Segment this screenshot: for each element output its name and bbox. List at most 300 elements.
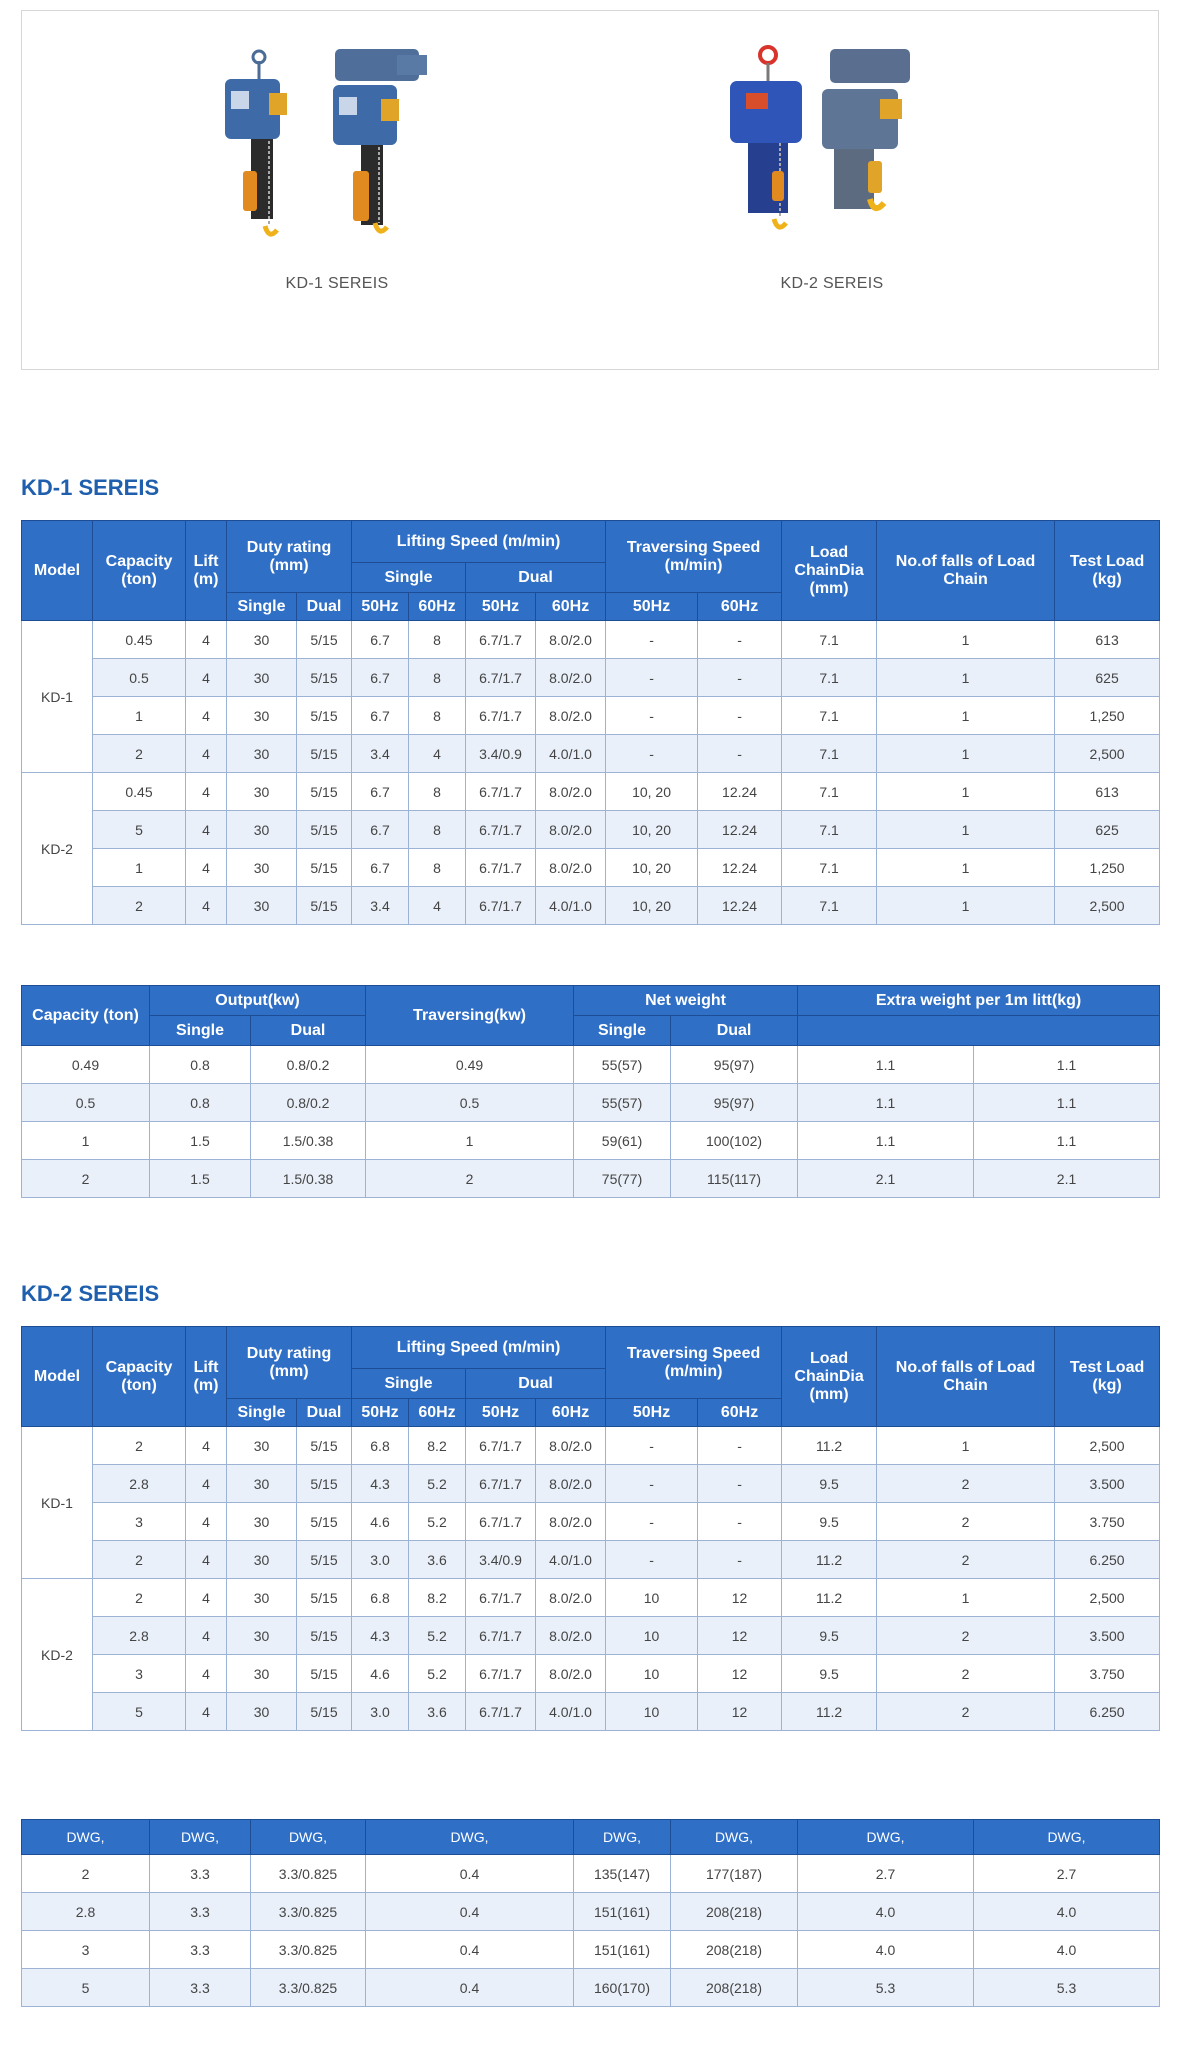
table-row [22, 1541, 1160, 1579]
table-cell: 8.0/2.0 [536, 621, 606, 659]
header-dwg: DWG, [574, 1820, 671, 1855]
table-cell: 2 [93, 735, 186, 773]
table-cell: 3.0 [352, 1693, 409, 1731]
table-cell: 4.0 [974, 1893, 1160, 1931]
table-cell: 95(97) [671, 1084, 798, 1122]
table-cell: 3.500 [1055, 1617, 1160, 1655]
header-traversing-speed: Traversing Speed (m/min) [606, 521, 782, 593]
table-cell: 1.1 [974, 1122, 1160, 1160]
table-cell: 30 [227, 1579, 297, 1617]
table-cell: 3.0 [352, 1541, 409, 1579]
table-cell: 0.8/0.2 [251, 1046, 366, 1084]
table-cell: 8.0/2.0 [536, 697, 606, 735]
header-duty: Duty rating (mm) [227, 521, 352, 593]
table-cell: 208(218) [671, 1893, 798, 1931]
table-row [22, 1465, 1160, 1503]
header-duty-single: Single [227, 1399, 297, 1427]
table-cell: 2 [877, 1693, 1055, 1731]
product-showcase [21, 10, 1159, 370]
table-cell: 1 [877, 773, 1055, 811]
header-capacity: Capacity (ton) [93, 1327, 186, 1427]
product-kd1[interactable] [177, 41, 497, 341]
table-cell: 0.5 [366, 1084, 574, 1122]
table-cell: 1.1 [974, 1084, 1160, 1122]
header-dwg: DWG, [366, 1820, 574, 1855]
table-cell: 7.1 [782, 621, 877, 659]
table-cell: 2.8 [93, 1617, 186, 1655]
table-cell: 8.0/2.0 [536, 811, 606, 849]
table-cell: 30 [227, 697, 297, 735]
table-cell: 5/15 [297, 1693, 352, 1731]
table-cell: 4 [186, 1579, 227, 1617]
table-cell: - [698, 1465, 782, 1503]
table-cell: 1.5 [150, 1122, 251, 1160]
table-cell: 5 [93, 1693, 186, 1731]
table-cell: 2.8 [22, 1893, 150, 1931]
table-cell: 0.49 [22, 1046, 150, 1084]
table-cell: 12 [698, 1693, 782, 1731]
table-cell: 30 [227, 849, 297, 887]
table-cell: 7.1 [782, 659, 877, 697]
table-cell: 4.0 [798, 1931, 974, 1969]
table-cell: 2,500 [1055, 1579, 1160, 1617]
table-cell: 3.750 [1055, 1503, 1160, 1541]
table-cell: 6.250 [1055, 1541, 1160, 1579]
table-cell: 613 [1055, 773, 1160, 811]
table-cell: 4.6 [352, 1503, 409, 1541]
table-cell: 10, 20 [606, 811, 698, 849]
table-cell: 4 [186, 697, 227, 735]
table-row [22, 1503, 1160, 1541]
table-cell: 8.0/2.0 [536, 773, 606, 811]
table-cell: 1 [877, 887, 1055, 925]
table-cell: 625 [1055, 659, 1160, 697]
table-cell: 2.8 [93, 1465, 186, 1503]
table-cell: 3.750 [1055, 1655, 1160, 1693]
table-cell: 30 [227, 1541, 297, 1579]
table-cell: 11.2 [782, 1541, 877, 1579]
table-cell: 5/15 [297, 1503, 352, 1541]
model-cell: KD-2 [22, 773, 93, 925]
header-hz50: 50Hz [606, 593, 698, 621]
table-cell: 1 [877, 659, 1055, 697]
table-cell: 12.24 [698, 811, 782, 849]
table-cell: 4 [186, 849, 227, 887]
table-cell: 1 [877, 697, 1055, 735]
table-cell: 4 [186, 659, 227, 697]
table-cell: 1.5/0.38 [251, 1160, 366, 1198]
table-cell: 5/15 [297, 621, 352, 659]
header-lifting-speed: Lifting Speed (m/min) [352, 521, 606, 563]
table-cell: 55(57) [574, 1046, 671, 1084]
table-cell: - [606, 1541, 698, 1579]
table-cell: 2 [93, 1427, 186, 1465]
header-falls: No.of falls of Load Chain [877, 1327, 1055, 1427]
table-cell: 5.2 [409, 1503, 466, 1541]
table-cell: 0.5 [22, 1084, 150, 1122]
table-row [22, 659, 1160, 697]
table-row [22, 773, 1160, 811]
table-cell: 5.3 [974, 1969, 1160, 2007]
table-cell: 12 [698, 1617, 782, 1655]
table-cell: 1.1 [798, 1084, 974, 1122]
model-cell: KD-2 [22, 1579, 93, 1731]
table-cell: 2.7 [974, 1855, 1160, 1893]
table-cell: 9.5 [782, 1617, 877, 1655]
table-cell: 2,500 [1055, 887, 1160, 925]
table-cell: 95(97) [671, 1046, 798, 1084]
table-cell: 6.7 [352, 811, 409, 849]
table-cell: 5/15 [297, 849, 352, 887]
table-cell: 8.0/2.0 [536, 1465, 606, 1503]
table-cell: 0.4 [366, 1855, 574, 1893]
table-cell: 3.3/0.825 [251, 1855, 366, 1893]
table-cell: 4.0/1.0 [536, 1693, 606, 1731]
header-model: Model [22, 521, 93, 621]
kd2-caption: KD-2 SEREIS [780, 275, 884, 292]
table-cell: 2 [877, 1503, 1055, 1541]
table-row [22, 1893, 1160, 1931]
table-cell: 4 [186, 1503, 227, 1541]
table-cell: 1 [877, 621, 1055, 659]
table-cell: 55(57) [574, 1084, 671, 1122]
table-cell: 59(61) [574, 1122, 671, 1160]
header-extra-weight: Extra weight per 1m litt(kg) [798, 986, 1160, 1016]
table-cell: 4.0/1.0 [536, 887, 606, 925]
table-cell: 4 [186, 1427, 227, 1465]
table-cell: 115(117) [671, 1160, 798, 1198]
table-row [22, 1855, 1160, 1893]
table-cell: 3.3 [150, 1969, 251, 2007]
table-cell: 8.0/2.0 [536, 849, 606, 887]
table-cell: 9.5 [782, 1465, 877, 1503]
table-cell: 30 [227, 1503, 297, 1541]
header-traversing: Traversing(kw) [366, 986, 574, 1046]
header-hz50: 50Hz [466, 1399, 536, 1427]
header-extra-blank [798, 1016, 1160, 1046]
table-cell: 151(161) [574, 1893, 671, 1931]
table-cell: 5/15 [297, 1465, 352, 1503]
table-cell: 3 [93, 1655, 186, 1693]
table-cell: 3.6 [409, 1541, 466, 1579]
table-row [22, 1655, 1160, 1693]
table-cell: 11.2 [782, 1579, 877, 1617]
table-cell: 9.5 [782, 1655, 877, 1693]
header-duty-dual: Dual [297, 1399, 352, 1427]
table-cell: 625 [1055, 811, 1160, 849]
table-row [22, 1122, 1160, 1160]
header-traversing-speed: Traversing Speed (m/min) [606, 1327, 782, 1399]
table-cell: 5.2 [409, 1617, 466, 1655]
header-hz50: 50Hz [352, 1399, 409, 1427]
header-load-chain: Load ChainDia (mm) [782, 1327, 877, 1427]
table-cell: 2 [22, 1160, 150, 1198]
header-hz60: 60Hz [409, 593, 466, 621]
table-cell: 6.7/1.7 [466, 887, 536, 925]
table-cell: - [698, 1541, 782, 1579]
table-cell: 1 [877, 1579, 1055, 1617]
table-cell: 8.0/2.0 [536, 1579, 606, 1617]
table-cell: 5/15 [297, 735, 352, 773]
table-cell: 30 [227, 735, 297, 773]
table-cell: 30 [227, 1465, 297, 1503]
table-cell: 10 [606, 1579, 698, 1617]
table-cell: 5/15 [297, 1655, 352, 1693]
header-dwg: DWG, [22, 1820, 150, 1855]
table-cell: 4.3 [352, 1617, 409, 1655]
table-cell: 5.2 [409, 1465, 466, 1503]
header-dwg: DWG, [251, 1820, 366, 1855]
header-dwg: DWG, [798, 1820, 974, 1855]
table-cell: 8.0/2.0 [536, 1655, 606, 1693]
table-cell: 3.6 [409, 1693, 466, 1731]
table-row [22, 1617, 1160, 1655]
table-cell: 12.24 [698, 849, 782, 887]
header-hz50: 50Hz [352, 593, 409, 621]
table-cell: 0.8/0.2 [251, 1084, 366, 1122]
table-cell: 4.0/1.0 [536, 1541, 606, 1579]
header-net-single: Single [574, 1016, 671, 1046]
table-cell: 3.3/0.825 [251, 1931, 366, 1969]
header-net-weight: Net weight [574, 986, 798, 1016]
header-duty-single: Single [227, 593, 297, 621]
header-hz60: 60Hz [698, 1399, 782, 1427]
kd2-spec-table [21, 1326, 1160, 1731]
table-cell: 0.45 [93, 621, 186, 659]
table-cell: 30 [227, 1617, 297, 1655]
table-cell: 0.45 [93, 773, 186, 811]
table-cell: - [606, 659, 698, 697]
header-capacity: Capacity (ton) [93, 521, 186, 621]
table-cell: 2 [366, 1160, 574, 1198]
table-cell: 613 [1055, 621, 1160, 659]
table-cell: 100(102) [671, 1122, 798, 1160]
header-net-dual: Dual [671, 1016, 798, 1046]
table-cell: 6.8 [352, 1427, 409, 1465]
table-cell: 5/15 [297, 697, 352, 735]
table-cell: 2 [877, 1465, 1055, 1503]
table-cell: 11.2 [782, 1427, 877, 1465]
table-cell: 6.7/1.7 [466, 773, 536, 811]
table-cell: 3.500 [1055, 1465, 1160, 1503]
table-cell: - [606, 1427, 698, 1465]
table-cell: 160(170) [574, 1969, 671, 2007]
table-cell: 5 [22, 1969, 150, 2007]
table-cell: 151(161) [574, 1931, 671, 1969]
table-cell: 4 [186, 1617, 227, 1655]
table-row [22, 887, 1160, 925]
table-cell: 3.4/0.9 [466, 1541, 536, 1579]
table-cell: 1.1 [798, 1122, 974, 1160]
table-cell: 8.0/2.0 [536, 1427, 606, 1465]
table-cell: 8 [409, 621, 466, 659]
header-output-single: Single [150, 1016, 251, 1046]
table-cell: 0.4 [366, 1893, 574, 1931]
table-cell: 7.1 [782, 697, 877, 735]
table-cell: 8 [409, 697, 466, 735]
table-cell: 4 [186, 621, 227, 659]
table-cell: 5/15 [297, 659, 352, 697]
kd1-caption: KD-1 SEREIS [285, 275, 389, 292]
table-cell: 7.1 [782, 849, 877, 887]
product-kd2[interactable] [672, 41, 992, 341]
table-cell: 0.4 [366, 1969, 574, 2007]
table-cell: 3.4 [352, 735, 409, 773]
header-lift: Lift (m) [186, 521, 227, 621]
kd1-section-title: KD-1 SEREIS [21, 475, 160, 500]
table-cell: 6.8 [352, 1579, 409, 1617]
table-cell: 6.7 [352, 659, 409, 697]
table-cell: 2.1 [974, 1160, 1160, 1198]
table-cell: 4 [186, 1655, 227, 1693]
table-cell: 2 [93, 887, 186, 925]
table-cell: 1.5/0.38 [251, 1122, 366, 1160]
header-dwg: DWG, [150, 1820, 251, 1855]
table-cell: 4 [186, 1541, 227, 1579]
table-row [22, 1160, 1160, 1198]
table-cell: 208(218) [671, 1931, 798, 1969]
table-row [22, 697, 1160, 735]
table-cell: 4 [186, 773, 227, 811]
table-row [22, 1693, 1160, 1731]
table-cell: 6.7/1.7 [466, 1427, 536, 1465]
table-cell: 2,500 [1055, 735, 1160, 773]
table-cell: 5/15 [297, 887, 352, 925]
table-cell: 30 [227, 811, 297, 849]
table-cell: 1 [877, 811, 1055, 849]
table-cell: 5/15 [297, 1541, 352, 1579]
table-cell: 5/15 [297, 773, 352, 811]
table-cell: 4 [186, 811, 227, 849]
table-cell: 8 [409, 811, 466, 849]
table-cell: 2 [877, 1541, 1055, 1579]
header-hz50: 50Hz [606, 1399, 698, 1427]
table-cell: 4 [409, 735, 466, 773]
table-row [22, 1084, 1160, 1122]
header-output-dual: Dual [251, 1016, 366, 1046]
table-cell: 30 [227, 1655, 297, 1693]
table-cell: 1 [93, 697, 186, 735]
table-cell: - [606, 621, 698, 659]
table-cell: 1 [93, 849, 186, 887]
header-duty: Duty rating (mm) [227, 1327, 352, 1399]
table-cell: 6.7/1.7 [466, 811, 536, 849]
table-cell: 2.1 [798, 1160, 974, 1198]
table-cell: 7.1 [782, 735, 877, 773]
table-row [22, 1579, 1160, 1617]
table-cell: 0.8 [150, 1046, 251, 1084]
table-cell: 7.1 [782, 811, 877, 849]
table-cell: 8 [409, 773, 466, 811]
table-cell: - [698, 735, 782, 773]
table-cell: 1.5 [150, 1160, 251, 1198]
table-cell: 12.24 [698, 773, 782, 811]
header-dwg: DWG, [671, 1820, 798, 1855]
table-cell: 6.7/1.7 [466, 659, 536, 697]
table-cell: 6.7/1.7 [466, 1617, 536, 1655]
table-row [22, 811, 1160, 849]
table-cell: - [606, 735, 698, 773]
table-cell: 6.7/1.7 [466, 1503, 536, 1541]
table-cell: 4.0/1.0 [536, 735, 606, 773]
table-cell: 3.3/0.825 [251, 1893, 366, 1931]
table-cell: 0.49 [366, 1046, 574, 1084]
header-test-load: Test Load (kg) [1055, 1327, 1160, 1427]
kd2-output-table [21, 1819, 1160, 2007]
kd1-spec-table [21, 520, 1160, 925]
header-hz60: 60Hz [536, 593, 606, 621]
table-row [22, 849, 1160, 887]
table-cell: 4.0 [974, 1931, 1160, 1969]
table-cell: 12 [698, 1579, 782, 1617]
table-cell: 6.7/1.7 [466, 1693, 536, 1731]
table-cell: - [606, 1465, 698, 1503]
table-cell: 6.7/1.7 [466, 1655, 536, 1693]
table-cell: 8.0/2.0 [536, 659, 606, 697]
table-cell: 30 [227, 659, 297, 697]
table-cell: 7.1 [782, 887, 877, 925]
table-cell: 2 [93, 1579, 186, 1617]
header-duty-dual: Dual [297, 593, 352, 621]
table-cell: 4 [186, 1465, 227, 1503]
table-cell: 2.7 [798, 1855, 974, 1893]
header-lifting-speed: Lifting Speed (m/min) [352, 1327, 606, 1369]
table-cell: 3.3 [150, 1931, 251, 1969]
table-cell: 0.5 [93, 659, 186, 697]
table-cell: 4 [186, 887, 227, 925]
header-falls: No.of falls of Load Chain [877, 521, 1055, 621]
table-cell: 4.6 [352, 1655, 409, 1693]
table-row [22, 1931, 1160, 1969]
table-cell: 10, 20 [606, 887, 698, 925]
table-cell: 3.4 [352, 887, 409, 925]
table-cell: 8 [409, 659, 466, 697]
model-cell: KD-1 [22, 1427, 93, 1579]
table-cell: 1,250 [1055, 849, 1160, 887]
table-cell: 2 [877, 1617, 1055, 1655]
table-row [22, 735, 1160, 773]
table-cell: 3.3 [150, 1855, 251, 1893]
table-cell: 6.7/1.7 [466, 1465, 536, 1503]
table-cell: 5/15 [297, 1617, 352, 1655]
table-cell: 30 [227, 621, 297, 659]
header-output: Output(kw) [150, 986, 366, 1016]
table-cell: 12.24 [698, 887, 782, 925]
table-cell: 4 [186, 735, 227, 773]
table-cell: 1.1 [974, 1046, 1160, 1084]
header-hz60: 60Hz [698, 593, 782, 621]
table-cell: 8.2 [409, 1579, 466, 1617]
table-cell: 6.7 [352, 697, 409, 735]
table-cell: 5/15 [297, 811, 352, 849]
table-cell: - [606, 697, 698, 735]
table-cell: 4.0 [798, 1893, 974, 1931]
table-cell: 5/15 [297, 1427, 352, 1465]
table-cell: 3.3/0.825 [251, 1969, 366, 2007]
table-cell: 10, 20 [606, 773, 698, 811]
table-cell: 1 [877, 735, 1055, 773]
table-cell: 1.1 [798, 1046, 974, 1084]
table-cell: 12 [698, 1655, 782, 1693]
header-load-chain: Load ChainDia (mm) [782, 521, 877, 621]
table-cell: - [698, 621, 782, 659]
header-lift-dual: Dual [466, 563, 606, 593]
header-lift-single: Single [352, 1369, 466, 1399]
table-cell: 5/15 [297, 1579, 352, 1617]
table-cell: 0.8 [150, 1084, 251, 1122]
table-cell: 0.4 [366, 1931, 574, 1969]
table-cell: 4 [186, 1693, 227, 1731]
